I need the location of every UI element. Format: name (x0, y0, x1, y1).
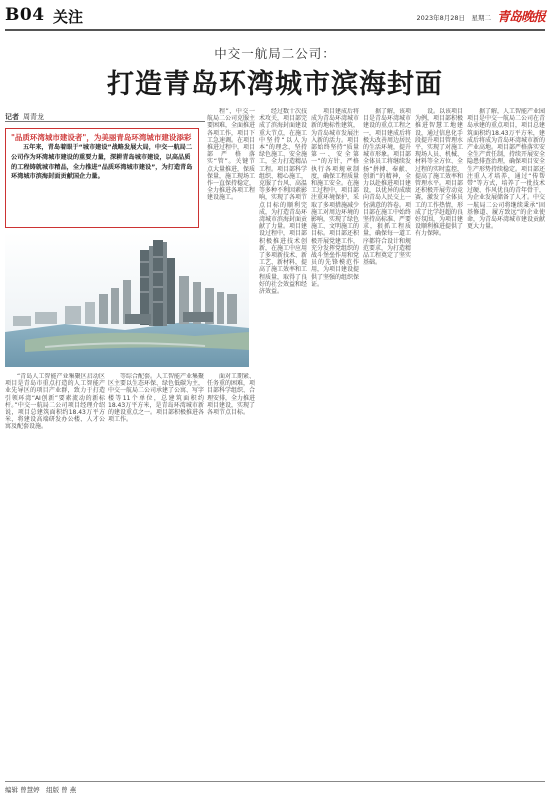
section-title: 关注 (53, 8, 84, 26)
page-credits: 编辑 曾慧婷 组版 曾 燕 (5, 786, 77, 794)
article-headline: 打造青岛环湾城市滨海封面 (107, 69, 443, 100)
article-column: 等综合配套。人工智能产业集聚区主要以生态环保、绿色低碳为主，中交一航局二公司承建了公寓、写字楼等11个单位，总建筑面积约18.43万平方米，是青岛环湾城市新的建设重点之一。项目部积极推进各项工作。 (108, 373, 204, 424)
article-column: 据了解，人工智能产业园项目是中交一航局二公司在青岛承建的重点项目，项目总建筑面积约18.43万平方米，建成后将成为青岛环湾城市新的产业高地。项目部严格落实安全生产责任制，持续开展安全隐患排查治理，确保项目安全生产形势持续稳定。项目部还注重人才培养，通过“传帮带”等方式，培养了一批技术过硬、作风优良的青年骨干，为企业发展储备了人才。中交一航局二公司将继续秉承“固基修道、履方致远”的企业使命，为青岛环湾城市建设贡献更大力量。 (467, 108, 545, 231)
article-kicker: 中交一航局二公司： (214, 46, 336, 61)
page-header (5, 4, 545, 30)
newspaper-logo: 青岛晚报 (496, 10, 545, 25)
lead-box (5, 128, 199, 228)
article-column: 据了解，该项目是青岛环湾城市建设的重点工程之一，项目建成后将极大改善周边居民的生活环境，提升城市形象。项目部全体员工将继续发扬“拼搏、奉献、创新”的精神，全力以赴推进项目建设，以优异的成绩向青岛人民交上一份满意的答卷。项目部在施工中始终坚持高标准、严要求，狠抓工程质量，确保每一道工序都符合设计和规范要求，为打造精品工程奠定了坚实基础。 (363, 108, 411, 267)
lead-text: 五年来，青岛着眼于“城市建设”战略发展大局，中交一航局二公司作为环湾城市建设的重要力量，深耕青岛城市建设，以高品质的工程铸就城市精品，全力推进“品质环湾城市建设”，为打造青岛环湾城市滨海封面贡献国企力量。 (11, 144, 193, 181)
byline-name: 周青龙 (23, 113, 44, 121)
article-column: 设。以该项目为例，项目部积极推进智慧工地建设，通过信息化手段提升项目管理水平，实现了对施工现场人员、机械、材料等全方位、全过程的实时监控，提高了施工效率和管理水平。项目部还积极开展劳动竞赛，激发了全体员工的工作热情，形成了比学赶超的良好氛围，为项目建设顺利推进提供了有力保障。 (415, 108, 463, 238)
header-rule (5, 29, 545, 31)
article-column: 程”，中交一航局二公司克服主要困难，全面推进各项工作，项目下工急速调。在项目推进过程中，项目部严格落实“管”。关键节点大量推进，保质保量，施工现场工作一直保持稳定，全力推进各项工程建设施工。 (207, 108, 255, 202)
page-number: B04 (5, 5, 45, 25)
issue-date: 2023年8月28日 星期二 (416, 14, 491, 22)
article-column: “青岛人工智能产业集聚区启动区项目是青岛市重点打造的人工智能产业先导区的项目产业群，致力于打造引领环湾“AI创新”要素流动的新标杆。”中交一航局二公司项目经理介绍说，项目总建筑面积约18.43万平方米，将建设高端研发办公楼、人才公寓及配套设施。 (5, 373, 105, 431)
lead-heading: "品质环湾城市建设者"，为美丽青岛环湾城市建设添彩 (11, 133, 192, 142)
article-column: 项目建成后将成为青岛环湾城市新的地标性建筑，为青岛城市发展注入新的活力。项目部始终坚持“质量第一、安全第一”的方针，严格执行各项规章制度，确保工程质量和施工安全。在施工过程中，项目部注重环境保护，采取了多项措施减少施工对周边环境的影响，实现了绿色施工、文明施工的目标。项目部还积极开展党建工作，充分发挥党组织的战斗堡垒作用和党员的先锋模范作用，为项目建设提供了坚强的组织保证。 (311, 108, 359, 288)
article-column: 经过数十次技术攻关，项目部完成了滨海封面建设重大节点，在施工中坚持“以人为本”的理念，坚持绿色施工、安全施工，全力打造精品工程。项目部科学组织、精心施工，克服了台风、高温等多种不利因素影响，实现了各项节点目标的顺利完成，为打造青岛环湾城市滨海封面贡献了力量。项目建设过程中，项目部积极推进技术创新，在施工中应用了多项新技术、新工艺、新材料，提高了施工效率和工程质量，取得了良好的社会效益和经济效益。 (259, 108, 307, 296)
byline-label: 记者 (5, 113, 19, 121)
footer-rule (5, 781, 545, 782)
article-column: 面对工期紧、任务重的困难，项目部科学组织、合理安排，全力推进项目建设，实现了各项节点目标。 (207, 373, 255, 417)
byline-rule (5, 121, 205, 122)
